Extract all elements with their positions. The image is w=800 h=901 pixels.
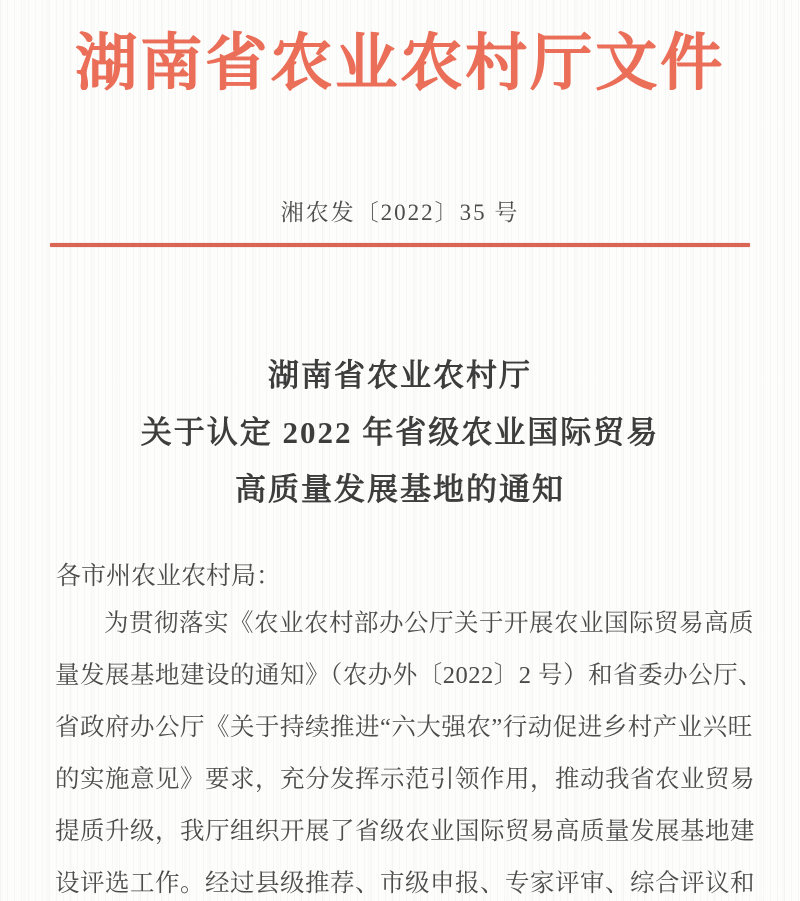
document-title-line-3: 高质量发展基地的通知: [235, 472, 565, 507]
body-line-5: 提质升级，我厅组织开展了省级农业国际贸易高质量发展基地建: [55, 818, 755, 845]
document-title-line-2: 关于认定 2022 年省级农业国际贸易: [140, 415, 660, 450]
letterhead-title: 湖南省农业农村厅文件: [74, 30, 725, 98]
body-line-3: 省政府办公厅《关于持续推进“六大强农”行动促进乡村产业兴旺: [55, 714, 753, 741]
body-line-2: 量发展基地建设的通知》（农办外〔2022〕2 号）和省委办公厅、: [55, 662, 764, 689]
document-title-line-1: 湖南省农业农村厅: [268, 358, 532, 393]
body-line-6: 设评选工作。经过县级推荐、市级申报、专家评审、综合评议和: [55, 870, 755, 897]
document-title: [0, 347, 800, 518]
body-paragraph: [0, 598, 800, 901]
body-line-4: 的实施意见》要求，充分发挥示范引领作用，推动我省农业贸易: [55, 766, 755, 793]
document-number: 湘农发〔2022〕35 号: [280, 200, 520, 225]
red-separator-rule: [50, 243, 750, 247]
body-line-1: 为贯彻落实《农业农村部办公厅关于开展农业国际贸易高质: [104, 610, 754, 637]
salutation: 各市州农业农村局：: [56, 563, 282, 590]
